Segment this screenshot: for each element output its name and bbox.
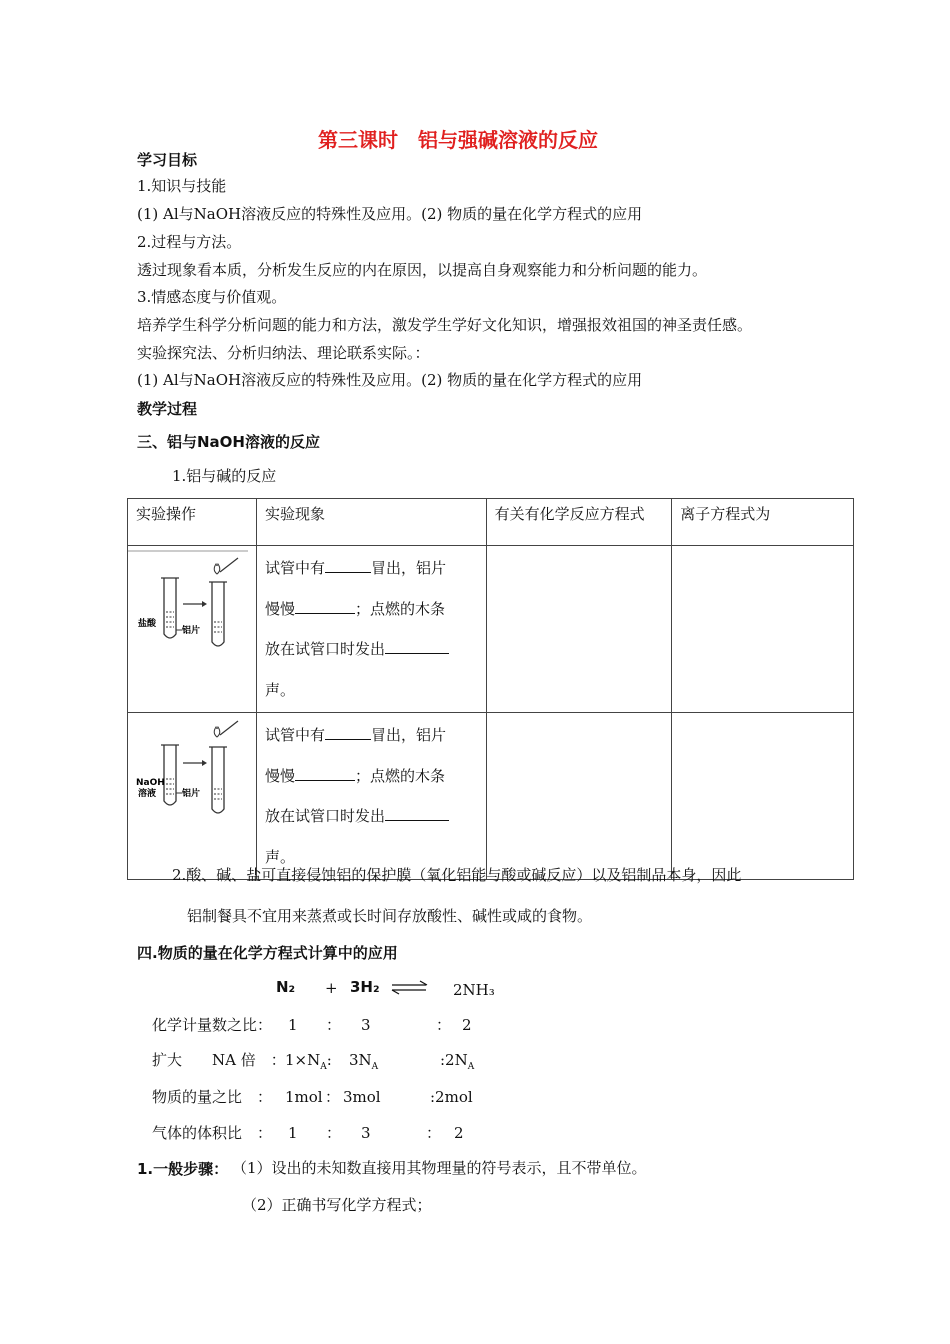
ratio-value: 2: [462, 1016, 472, 1034]
equation-3h2: 3H₂: [350, 978, 380, 996]
phenomenon-text: 试管中有: [264, 559, 325, 577]
ratio-value: $:2N_A$: [440, 1051, 475, 1072]
apparatus-cell: [128, 713, 257, 880]
ratio-colon: ：: [436, 1016, 452, 1034]
ratio-label: 气体的体积比 ：: [152, 1124, 273, 1142]
sub1-heading: 1.铝与碱的反应: [172, 467, 277, 485]
point2-line2: 铝制餐具不宜用来蒸煮或长时间存放酸性、碱性或咸的食物。: [187, 907, 593, 925]
knowledge-text: (1) Al与NaOH溶液反应的特殊性及应用。(2) 物质的量在化学方程式的应用: [137, 205, 643, 223]
knowledge-heading: 1.知识与技能: [137, 177, 227, 195]
flame-icon: [214, 564, 220, 574]
blank-line: [325, 724, 371, 740]
ratio-value: 3mol: [343, 1088, 381, 1106]
reagent-label: 盐酸: [138, 619, 157, 629]
blank-line: [325, 557, 371, 573]
phenomenon-text: ；点燃的木条: [354, 599, 445, 618]
table-row: [128, 713, 854, 880]
phenomenon-text: 冒出，铝片: [370, 726, 446, 744]
ratio-value: 3: [361, 1124, 371, 1142]
phenomenon-text: 声。: [264, 680, 295, 699]
ratio-label: 化学计量数之比：: [152, 1016, 273, 1034]
phenomenon-text: 放在试管口时发出: [264, 807, 385, 825]
phenomenon-text: 慢慢: [264, 599, 295, 618]
ratio-value: 2: [454, 1124, 464, 1142]
ratio-value: 1: [288, 1124, 298, 1142]
phenomenon-text: 试管中有: [264, 726, 325, 744]
equation-cell: [486, 713, 672, 880]
ratio-colon: ：: [326, 1124, 342, 1142]
tube-left: [164, 745, 176, 805]
method-text: 实验探究法、分析归纳法、理论联系实际。：: [137, 344, 430, 362]
equilibrium-arrow-icon: [390, 980, 430, 996]
equation-n2: N₂: [276, 978, 296, 996]
blank-line: [295, 598, 355, 614]
ratio-label: 物质的量之比 ：: [152, 1088, 273, 1106]
ratio-value: :2mol: [430, 1088, 473, 1106]
key-text: (1) Al与NaOH溶液反应的特殊性及应用。(2) 物质的量在化学方程式的应用: [137, 371, 643, 389]
ratio-colon: ：: [326, 1016, 342, 1034]
lesson-title: 第三课时 铝与强碱溶液的反应: [318, 128, 598, 152]
section3-heading: 三、铝与NaOH溶液的反应: [137, 433, 320, 451]
phenomenon-text: 冒出，铝片: [370, 559, 446, 577]
header-cell: 有关有化学反应方程式: [486, 499, 672, 546]
blank-line: [385, 638, 449, 654]
teaching-process-heading: 教学过程: [137, 400, 198, 418]
ratio-value: 3: [361, 1016, 371, 1034]
experiment-table: [127, 498, 854, 880]
reagent-label: NaOH: [136, 778, 165, 788]
process-heading: 2.过程与方法。: [137, 233, 242, 251]
ratio-label: 扩大 NA 倍 ：: [152, 1051, 286, 1069]
emotion-heading: 3.情感态度与价值观。: [137, 288, 287, 306]
foil-label: 铝片: [182, 626, 201, 636]
ratio-value: $3N_A$: [349, 1051, 379, 1072]
step-1: （1）设出的未知数直接用其物理量的符号表示，且不带单位。: [232, 1159, 647, 1177]
flame-icon: [214, 727, 220, 737]
ratio-value: $1\times N_A$:: [285, 1051, 332, 1072]
ionic-equation-cell: [672, 713, 854, 880]
apparatus-cell: [128, 546, 257, 713]
phenomenon-cell: [256, 713, 486, 880]
emotion-text: 培养学生科学分析问题的能力和方法，激发学生学好文化知识，增强报效祖国的神圣责任感。: [137, 316, 753, 334]
phenomenon-text: 放在试管口时发出: [264, 640, 385, 658]
table-header-row: [128, 499, 854, 546]
ionic-equation-cell: [672, 546, 854, 713]
point2-line1: 2.酸、碱、盐可直接侵蚀铝的保护膜（氧化铝能与酸或碱反应）以及铝制品本身，因此: [172, 866, 742, 884]
header-cell: 实验操作: [128, 499, 257, 546]
header-cell: 实验现象: [256, 499, 486, 546]
table-row: [128, 546, 854, 713]
process-text: 透过现象看本质，分析发生反应的内在原因，以提高自身观察能力和分析问题的能力。: [137, 261, 708, 279]
ratio-colon: ：: [426, 1124, 442, 1142]
phenomenon-text: 慢慢: [264, 766, 295, 785]
foil-label: 铝片: [182, 789, 201, 799]
goals-heading: 学习目标: [137, 151, 198, 169]
header-cell: 离子方程式为: [672, 499, 854, 546]
test-tube-diagram: [128, 550, 248, 650]
steps-label: 1.一般步骤：: [137, 1160, 229, 1178]
equation-plus: +: [325, 979, 338, 997]
ratio-value: 1mol: [285, 1088, 323, 1106]
tube-right: [212, 582, 224, 646]
phenomenon-text: 声。: [264, 847, 295, 866]
equation-nh3: 2NH₃: [453, 981, 495, 999]
test-tube-diagram: [128, 717, 248, 817]
splint-icon: [220, 721, 238, 735]
ratio-value: 1: [288, 1016, 298, 1034]
step-2: （2）正确书写化学方程式；: [242, 1196, 432, 1214]
blank-line: [385, 805, 449, 821]
tube-right: [212, 747, 224, 813]
section4-heading: 四.物质的量在化学方程式计算中的应用: [137, 944, 398, 962]
phenomenon-cell: [256, 546, 486, 713]
splint-icon: [220, 558, 238, 572]
equation-cell: [486, 546, 672, 713]
reagent-label: 溶液: [138, 789, 157, 799]
tube-left: [164, 578, 176, 638]
phenomenon-text: ；点燃的木条: [354, 766, 445, 785]
blank-line: [295, 765, 355, 781]
ratio-colon: ：: [325, 1088, 341, 1106]
